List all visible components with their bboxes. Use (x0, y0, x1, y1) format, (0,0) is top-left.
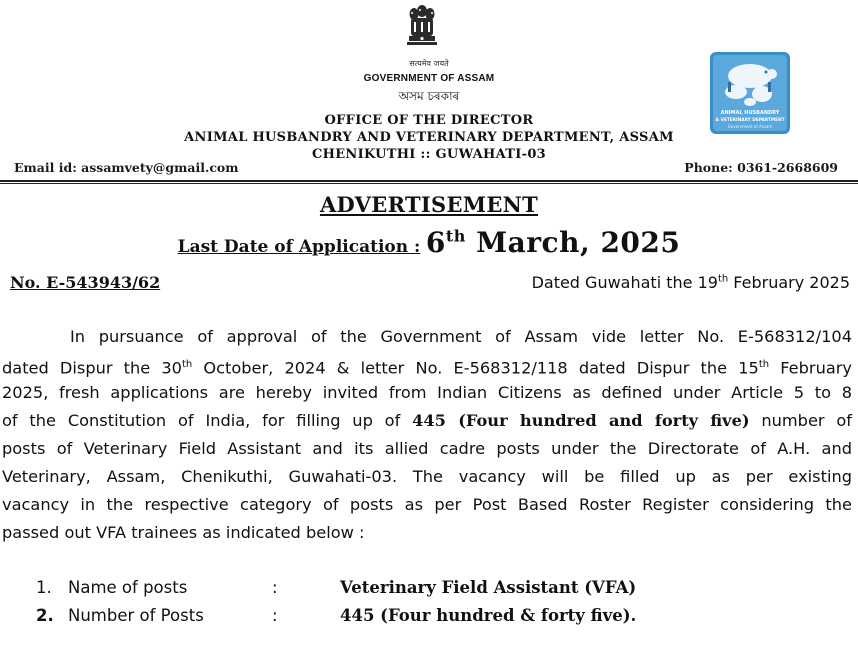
paragraph-line-6: Veterinary, Assam, Chenikuthi, Guwahati-03. The vacancy will be filled up as per existing (2, 467, 852, 486)
paragraph-line-1: In pursuance of approval of the Government of Assam vide letter No. E-568312/104 (70, 327, 852, 346)
list-item-label: Number of Posts (68, 606, 204, 625)
list-item-number: 1. (36, 578, 52, 597)
dept-logo-text-2: & VETERINARY DEPARTMENT (715, 118, 785, 123)
office-address: CHENIKUTHI :: GUWAHATI-03 (311, 147, 547, 162)
department-name: ANIMAL HUSBANDRY AND VETERINARY DEPARTMENT, ASSAM (184, 130, 674, 145)
department-logo-icon (710, 52, 790, 134)
last-date-label: Last Date of Application : (177, 237, 421, 257)
list-item-label: Name of posts (68, 578, 188, 597)
list-item (0, 578, 858, 604)
national-motto: सत्यमेव जयते (409, 59, 449, 68)
list-item-value: 445 (Four hundred & forty five). (340, 606, 637, 625)
paragraph-line-8: passed out VFA trainees as indicated below : (2, 523, 365, 542)
paragraph-line-7: vacancy in the respective category of posts as per Post Based Roster Register considering the (2, 495, 852, 514)
posts-count-highlight: 445 (Four hundred and forty five) (412, 411, 750, 430)
list-item-colon: : (272, 606, 278, 625)
list-item-colon: : (272, 578, 278, 597)
list-item-number: 2. (36, 606, 54, 625)
dept-logo-text-1: ANIMAL HUSBANDRY (720, 110, 780, 116)
state-emblem-icon (401, 2, 443, 66)
paragraph-line-3: 2025, fresh applications are hereby invited from Indian Citizens as defined under Article 5 to 8 (2, 383, 852, 402)
phone-contact: Phone: 0361-2668609 (684, 160, 838, 175)
dated-line: Dated Guwahati the 19th February 2025 (531, 273, 850, 292)
government-name-assamese: অসম চৰকাৰ (398, 89, 460, 103)
last-date-value: 6th March, 2025 (425, 226, 681, 259)
office-title: OFFICE OF THE DIRECTOR (324, 113, 534, 128)
paragraph-line-5: posts of Veterinary Field Assistant and its allied cadre posts under the Directorate of A.H. and (2, 439, 852, 458)
reference-number: No. E-543943/62 (10, 273, 161, 292)
header-divider (0, 180, 858, 184)
email-contact: Email id: assamvety@gmail.com (14, 160, 239, 175)
advertisement-title: ADVERTISEMENT (319, 192, 539, 217)
list-item (0, 606, 858, 632)
paragraph-line-2: dated Dispur the 30th October, 2024 & letter No. E-568312/118 dated Dispur the 15th February (2, 358, 852, 378)
paragraph-line-4: of the Constitution of India, for filling up of 445 (Four hundred and forty five) number of (2, 411, 852, 430)
last-date-line (0, 226, 858, 259)
list-item-value: Veterinary Field Assistant (VFA) (340, 578, 637, 597)
dept-logo-text-3: Government of Assam (727, 124, 773, 129)
government-name-english: GOVERNMENT OF ASSAM (363, 73, 495, 84)
